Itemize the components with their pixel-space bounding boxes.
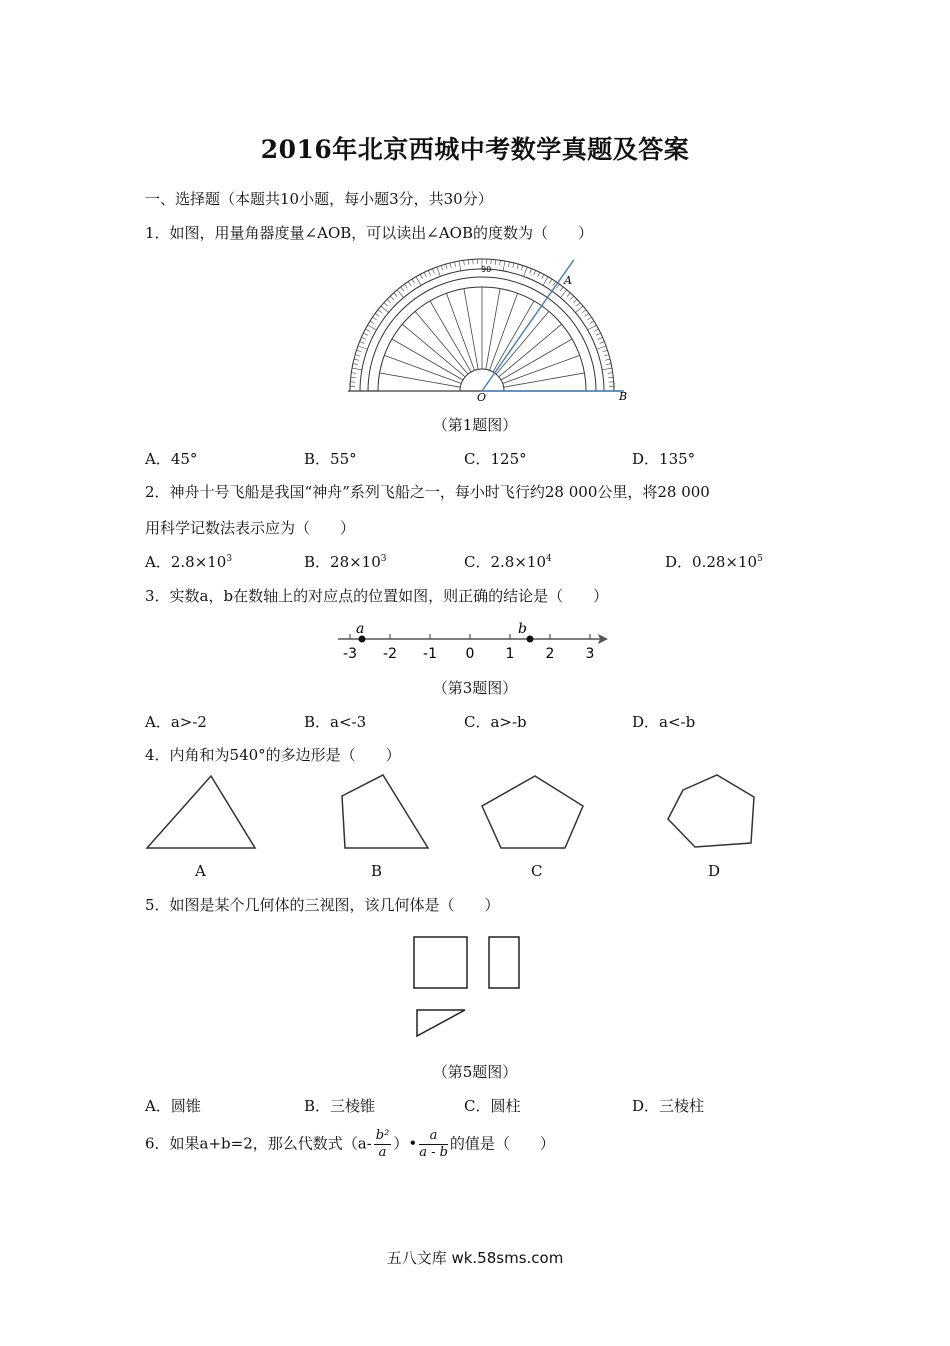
q3-option-c: C．a>-b (464, 713, 527, 731)
number-line-tick-label: -3 (343, 646, 357, 662)
top-view (417, 1010, 465, 1036)
question-3-text: 3．实数a，b在数轴上的对应点的位置如图，则正确的结论是（ ） (145, 587, 609, 605)
three-views-figure (405, 928, 530, 1043)
q5-option-c: C．圆柱 (464, 1097, 521, 1115)
number-line-tick-label: -1 (423, 646, 437, 662)
point-label-o: O (477, 391, 487, 404)
q2-option-c: C．$2.8\times 10^4$ (464, 553, 552, 571)
protractor-figure (340, 252, 640, 404)
point-a-label: a (356, 621, 365, 637)
q3-option-b: B．a<-3 (304, 713, 367, 731)
question-2-text-line1: 2．神舟十号飞船是我国“神舟”系列飞船之一，每小时飞行约28 000公里，将28 000 (145, 483, 710, 501)
point-label-a: A (564, 274, 572, 287)
fraction-1: $\frac{\text{b²}}{a}$ (375, 1128, 390, 1160)
figure-5-caption: （第5题图） (432, 1063, 518, 1081)
protractor-label-top: 90 (481, 265, 492, 274)
quadrilateral-shape (342, 775, 428, 848)
question-6-text: 6．如果a+b=2，那么代数式（a- $\frac{\text{b²}}{a}$ ）• $\frac{a}{a - b}$ 的值是（ ） (145, 1128, 555, 1160)
q1-option-d: D．135° (632, 450, 696, 468)
number-line-tick-label: 1 (505, 646, 515, 662)
side-view (489, 937, 519, 988)
q5-option-b: B．三棱锥 (304, 1097, 376, 1115)
point-b (527, 636, 534, 643)
point-b-label: b (518, 621, 527, 637)
question-2-text-line2: 用科学记数法表示应为（ ） (145, 519, 356, 537)
figure-3-caption: （第3题图） (432, 679, 518, 697)
question-1-text: 1．如图，用量角器度量∠AOB，可以读出∠AOB的度数为（ ） (145, 224, 593, 242)
q5-option-d: D．三棱柱 (632, 1097, 705, 1115)
footer-watermark: 五八文库 wk.58sms.com (386, 1249, 564, 1267)
shape-label-d: D (708, 862, 721, 880)
shape-label-b: B (371, 862, 383, 880)
figure-1-caption: （第1题图） (432, 416, 518, 434)
triangle-shape (147, 776, 255, 848)
polygon-figures (140, 768, 770, 858)
shape-label-a: A (195, 862, 206, 880)
q1-option-a: A．45° (145, 450, 198, 468)
number-line-tick-label: -2 (383, 646, 397, 662)
page-title: 2016年北京西城中考数学真题及答案 (260, 135, 690, 164)
point-label-b: B (619, 390, 628, 403)
q3-option-d: D．a<-b (632, 713, 696, 731)
shape-label-c: C (531, 862, 543, 880)
number-line-tick-label: 0 (465, 646, 475, 662)
number-line-figure (330, 620, 620, 665)
number-line-tick-label: 3 (585, 646, 595, 662)
pentagon-shape (482, 776, 583, 848)
q1-option-c: C．125° (464, 450, 527, 468)
section-heading: 一、选择题（本题共10小题，每小题3分，共30分） (145, 190, 493, 208)
q1-option-b: B．55° (304, 450, 357, 468)
question-4-text: 4．内角和为540°的多边形是（ ） (145, 746, 401, 764)
question-5-text: 5．如图是某个几何体的三视图，该几何体是（ ） (145, 896, 500, 914)
front-view (414, 937, 467, 988)
q2-option-b: B．$28\times 10^3$ (304, 553, 387, 571)
number-line-tick-label: 2 (545, 646, 555, 662)
q2-option-d: D．$0.28\times 10^5$ (665, 553, 763, 571)
hexagon-shape (668, 775, 754, 847)
q3-option-a: A．a>-2 (145, 713, 207, 731)
q2-option-a: A．$2.8\times 10^3$ (145, 553, 233, 571)
q5-option-a: A．圆锥 (145, 1097, 201, 1115)
fraction-2: $\frac{a}{a - b}$ (419, 1128, 448, 1160)
